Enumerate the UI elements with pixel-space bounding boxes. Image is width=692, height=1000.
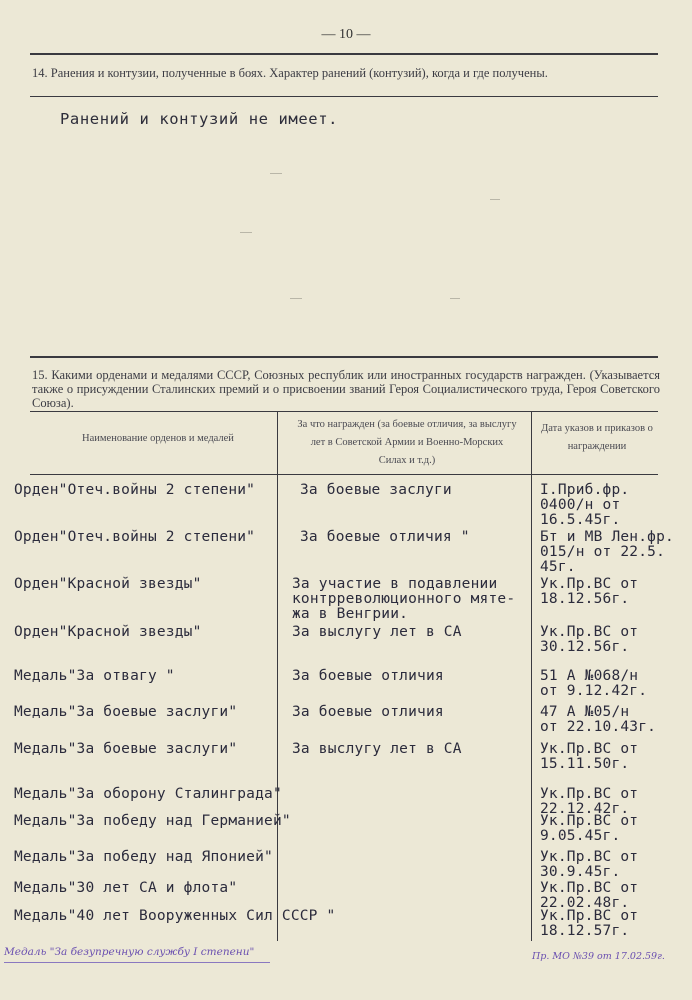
column-divider-1: [277, 411, 278, 941]
page-number: — 10 —: [321, 27, 371, 42]
award-name: Орден"Красной звезды": [14, 576, 202, 592]
award-date: 51 А №068/н от 9.12.42г.: [540, 668, 648, 699]
handwritten-award-name: Медаль "За безупречную службу I степени": [4, 946, 255, 958]
section-15-question: 15. Какими орденами и медалями СССР, Союзных республик или иностранных государств награжден. (Указывается также о присуждении Сталинских премий и о присвоении званий Героя Социалистического труда, Героя Советского Союза).: [32, 368, 660, 410]
award-reason: За боевые отличия: [292, 668, 444, 684]
header-date: Дата указов и приказов о награждении: [541, 423, 653, 452]
section-15-top-rule: [30, 356, 658, 358]
award-reason: За боевые заслуги: [300, 482, 452, 498]
award-reason: За участие в подавлении контрреволюционного мяте- жа в Венгрии.: [292, 576, 516, 622]
award-name: Медаль"За победу над Японией": [14, 849, 273, 865]
award-name: Медаль"30 лет СА и флота": [14, 880, 238, 896]
award-name: Медаль"40 лет Вооруженных Сил СССР ": [14, 908, 336, 924]
blank-dash: [490, 199, 500, 200]
blank-dash: [290, 298, 302, 299]
award-reason: За выслугу лет в СА: [292, 624, 462, 640]
handwritten-award-date: Пр. МО №39 от 17.02.59г.: [532, 951, 665, 962]
column-divider-2: [531, 411, 532, 941]
award-reason: За боевые отличия ": [300, 529, 470, 545]
award-date: Ук.Пр.ВС от 18.12.56г.: [540, 576, 639, 607]
table-header-top-rule: [30, 411, 658, 412]
section-14-rule: [30, 96, 658, 97]
award-name: Орден"Отеч.войны 2 степени": [14, 529, 256, 545]
award-date: I.Приб.фр. 0400/н от 16.5.45г.: [540, 482, 630, 528]
award-date: Ук.Пр.ВС от 30.9.45г.: [540, 849, 639, 880]
section-14-answer: Ранений и контузий не имеет.: [60, 110, 339, 128]
award-date: Бт и МВ Лен.фр. 015/н от 22.5. 45г.: [540, 529, 674, 575]
blank-dash: [450, 298, 460, 299]
blank-dash: [270, 173, 282, 174]
award-name: Медаль"За победу над Германией": [14, 813, 291, 829]
table-header-bottom-rule: [30, 474, 658, 475]
section-14-question: 14. Ранения и контузии, полученные в боях. Характер ранений (контузий), когда и где получены.: [32, 66, 548, 80]
award-reason: За боевые отличия: [292, 704, 444, 720]
award-date: 47 А №05/н от 22.10.43г.: [540, 704, 657, 735]
award-name: Орден"Отеч.войны 2 степени": [14, 482, 256, 498]
award-date: Ук.Пр.ВС от 22.02.48г.: [540, 880, 639, 911]
award-name: Медаль"За оборону Сталинграда": [14, 786, 282, 802]
award-date: Ук.Пр.ВС от 18.12.57г.: [540, 908, 639, 939]
header-name: Наименование орденов и медалей: [82, 433, 234, 444]
top-rule: [30, 53, 658, 55]
award-name: Медаль"За отвагу ": [14, 668, 175, 684]
handwritten-underline: [4, 962, 270, 963]
award-reason: За выслугу лет в СА: [292, 741, 462, 757]
award-date: Ук.Пр.ВС от 9.05.45г.: [540, 813, 639, 844]
blank-dash: [240, 232, 252, 233]
header-reason: За что награжден (за боевые отличия, за выслугу лет в Советской Армии и Военно-Морских Силах и т.д.): [297, 419, 517, 466]
award-date: Ук.Пр.ВС от 30.12.56г.: [540, 624, 639, 655]
award-name: Орден"Красной звезды": [14, 624, 202, 640]
award-date: Ук.Пр.ВС от 22.12.42г.: [540, 786, 639, 817]
award-name: Медаль"За боевые заслуги": [14, 741, 238, 757]
award-date: Ук.Пр.ВС от 15.11.50г.: [540, 741, 639, 772]
award-name: Медаль"За боевые заслуги": [14, 704, 238, 720]
